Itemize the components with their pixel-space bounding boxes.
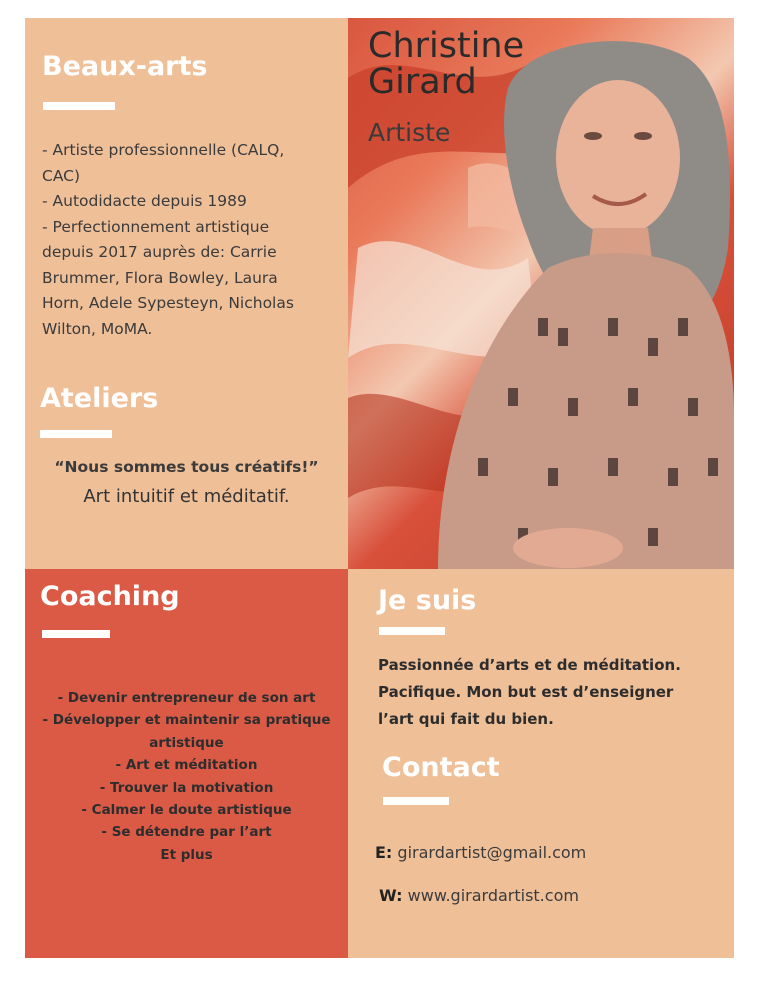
ateliers-quote: “Nous sommes tous créatifs!” <box>54 458 319 476</box>
email-label: E: <box>375 843 393 862</box>
coaching-item: Et plus <box>160 846 213 863</box>
contact-web-line <box>379 886 579 905</box>
ateliers-subtitle: Art intuitif et méditatif. <box>83 486 290 507</box>
beaux-arts-line: depuis 2017 auprès de: Carrie <box>42 243 277 261</box>
contact-heading: Contact <box>382 752 500 783</box>
coaching-item: - Trouver la motivation <box>99 779 274 796</box>
portrait-panel <box>348 18 734 569</box>
je-suis-heading: Je suis <box>378 585 477 616</box>
ateliers-heading: Ateliers <box>40 383 159 414</box>
je-suis-text <box>378 652 728 733</box>
web-label: W: <box>379 886 403 905</box>
contact-divider <box>383 797 449 805</box>
beaux-arts-line: Horn, Adele Sypesteyn, Nicholas <box>42 294 294 312</box>
je-suis-line: Pacifique. Mon but est d’enseigner <box>378 683 674 701</box>
coaching-item: - Calmer le doute artistique <box>81 802 292 819</box>
je-suis-line: Passionnée d’arts et de méditation. <box>378 656 681 674</box>
artist-role: Artiste <box>368 118 451 147</box>
beaux-arts-line: Brummer, Flora Bowley, Laura <box>42 268 278 287</box>
coaching-panel <box>25 569 348 958</box>
beaux-arts-divider <box>43 102 115 110</box>
artist-name <box>368 28 524 100</box>
beaux-arts-heading: Beaux-arts <box>42 51 208 82</box>
coaching-item: - Se détendre par l’art <box>101 824 272 841</box>
coaching-item: - Développer et maintenir sa pratique <box>42 712 331 729</box>
contact-email-line <box>375 843 586 862</box>
beaux-arts-line: - Perfectionnement artistique <box>42 217 270 236</box>
coaching-divider <box>42 630 110 638</box>
beaux-arts-line: Wilton, MoMA. <box>42 319 153 338</box>
artist-first-name: Christine <box>368 26 525 66</box>
website-link[interactable]: www.girardartist.com <box>407 886 579 905</box>
artist-last-name: Girard <box>368 62 477 102</box>
coaching-item: - Devenir entrepreneur de son art <box>57 690 316 706</box>
beaux-arts-line: - Artiste professionnelle (CALQ, <box>42 141 285 159</box>
beaux-arts-panel <box>25 18 348 569</box>
about-panel <box>348 569 734 958</box>
je-suis-divider <box>379 627 445 635</box>
beaux-arts-line: - Autodidacte depuis 1989 <box>42 192 247 210</box>
beaux-arts-line: CAC) <box>42 166 81 185</box>
coaching-list <box>25 687 348 866</box>
coaching-item: artistique <box>149 734 224 751</box>
je-suis-line: l’art qui fait du bien. <box>378 710 554 728</box>
ateliers-divider <box>40 430 112 438</box>
beaux-arts-list <box>42 138 342 342</box>
email-link[interactable]: girardartist@gmail.com <box>397 843 587 862</box>
coaching-item: - Art et méditation <box>115 757 258 774</box>
coaching-heading: Coaching <box>40 581 180 612</box>
